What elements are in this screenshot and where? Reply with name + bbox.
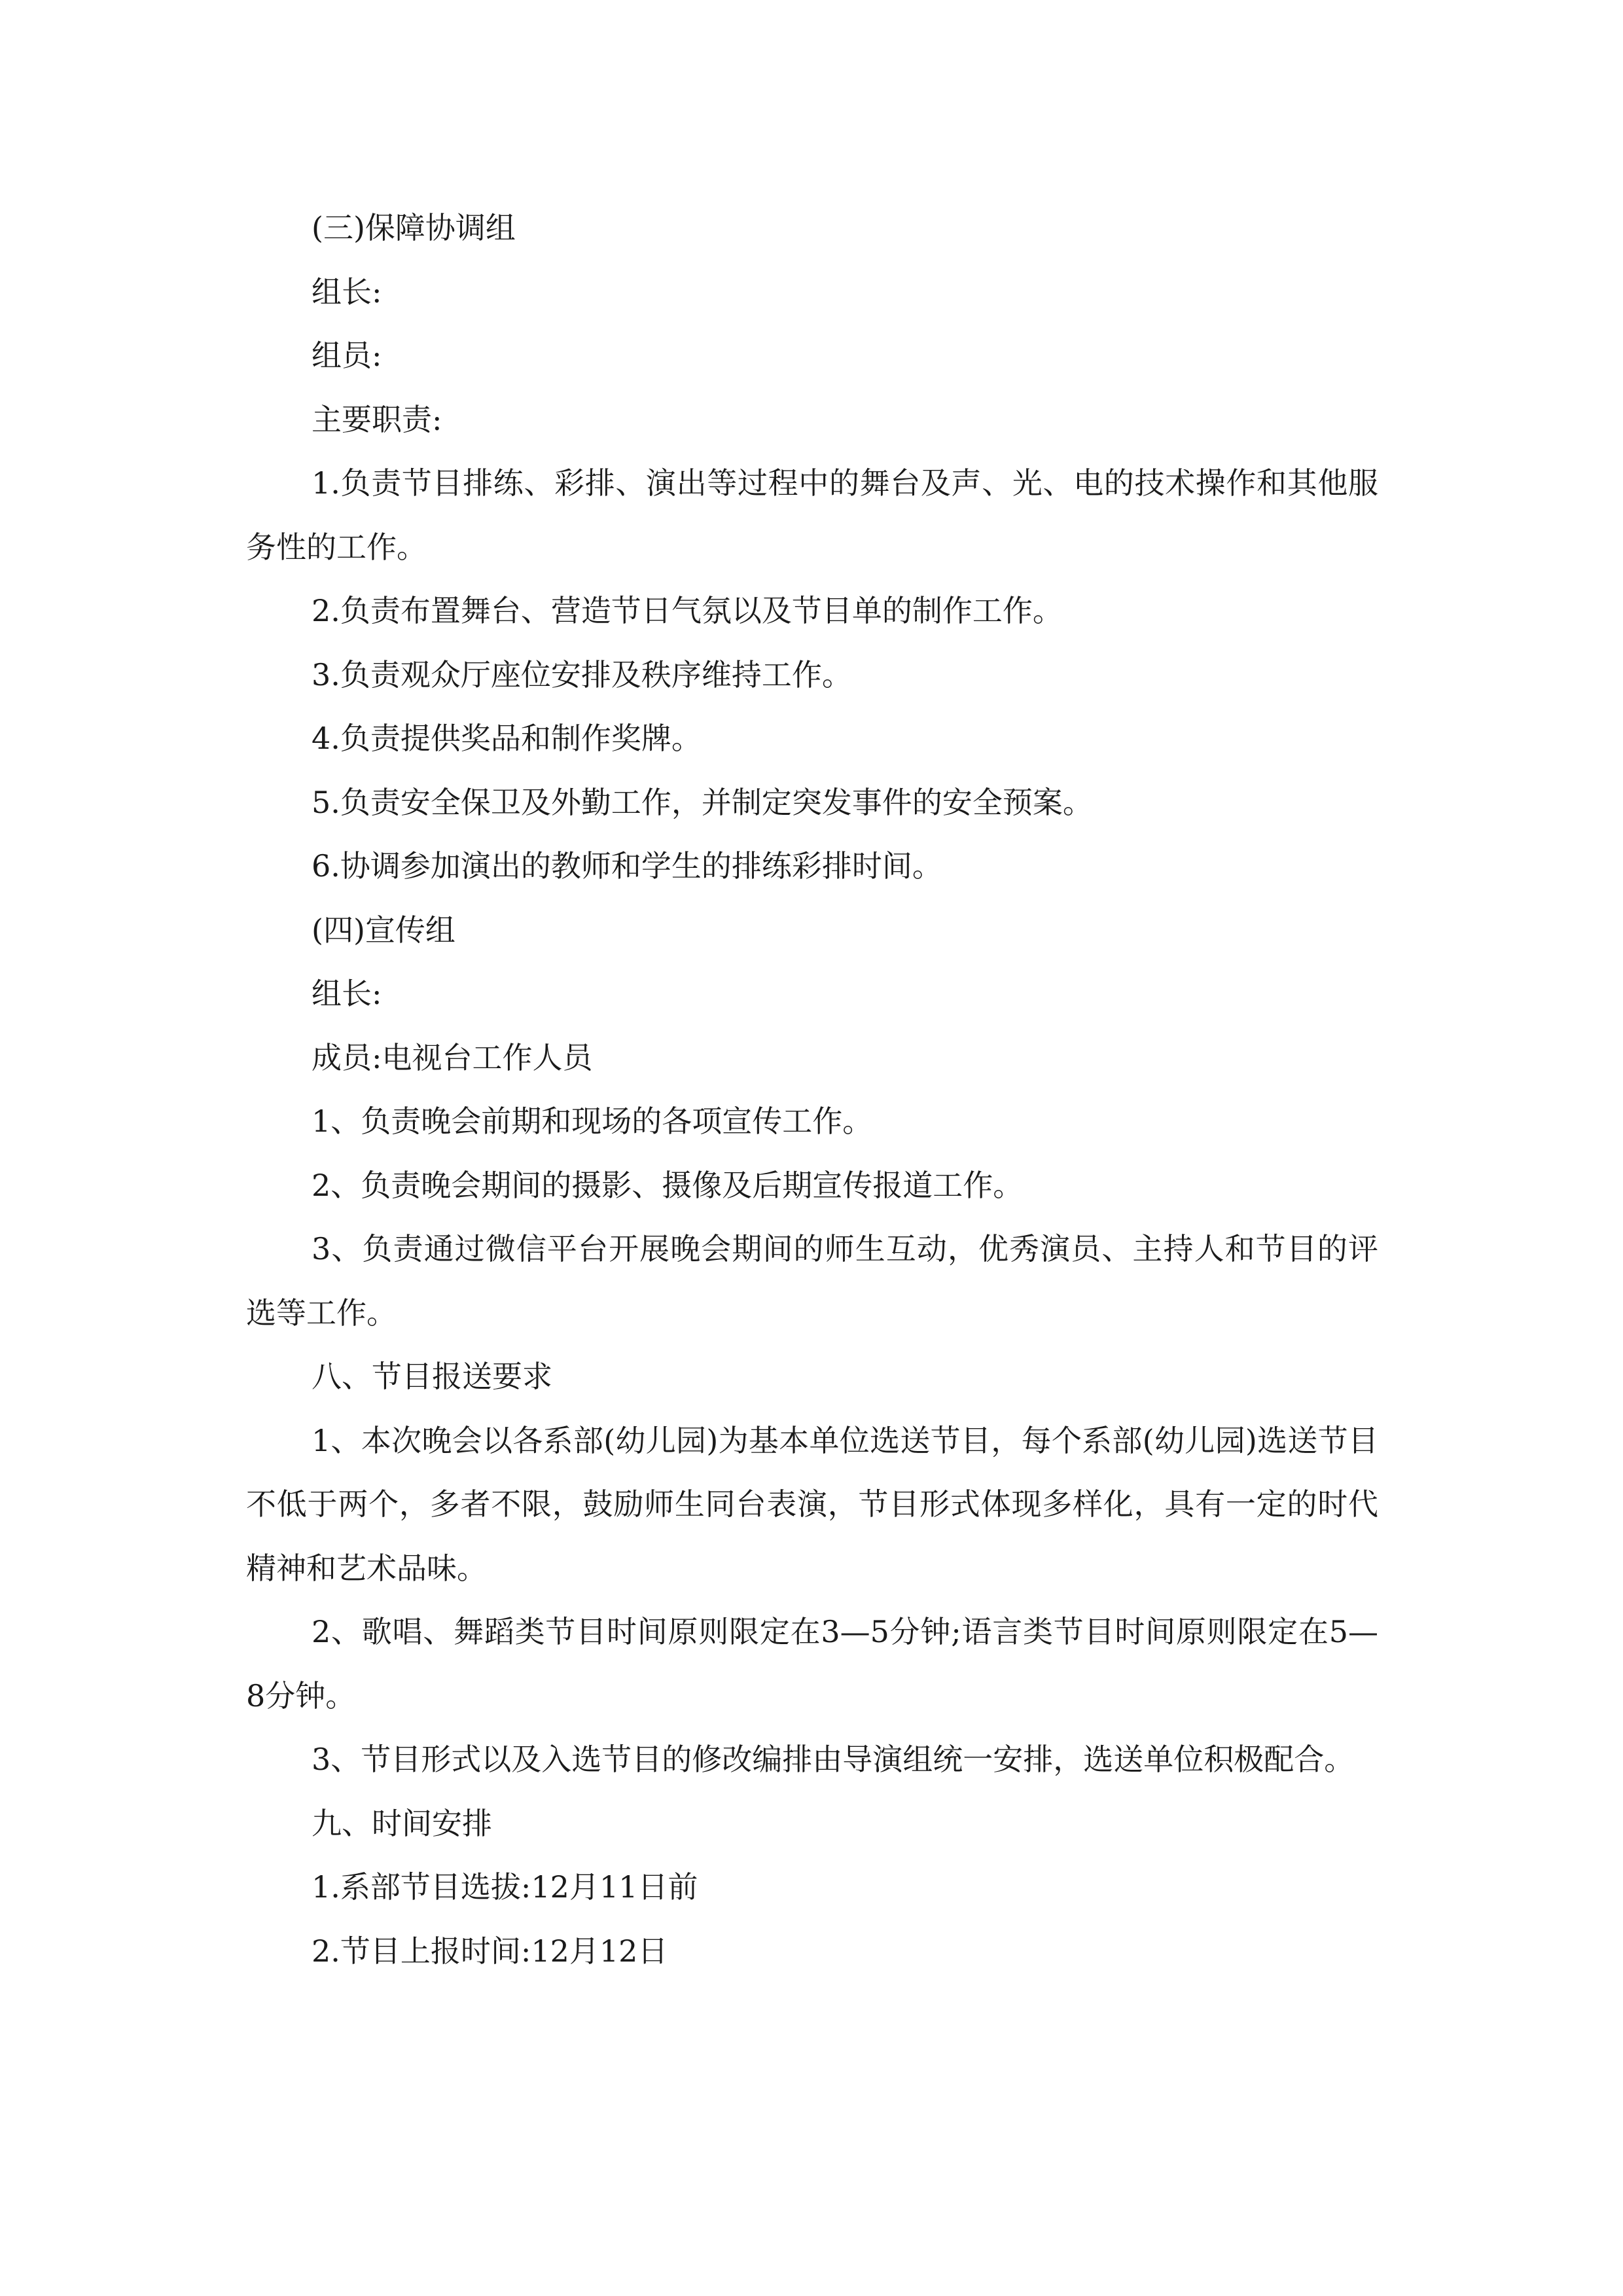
- submission-requirement-item: 1、本次晚会以各系部(幼儿园)为基本单位选送节目，每个系部(幼儿园)选送节目不低于两个，多者不限，鼓励师生同台表演，节目形式体现多样化，具有一定的时代精神和艺术品味。: [246, 1422, 1378, 1586]
- publicity-group-leader: 组长:: [312, 976, 382, 1011]
- submission-requirement-item: 3、节目形式以及入选节目的修改编排由导演组统一安排，选送单位积极配合。: [312, 1742, 1355, 1777]
- support-duty-item: 2.负责布置舞台、营造节日气氛以及节目单的制作工作。: [312, 593, 1063, 628]
- support-group-duties-label: 主要职责:: [312, 401, 442, 437]
- schedule-item: 1.系部节目选拔:12月11日前: [312, 1869, 698, 1905]
- submission-requirement-item: 2、歌唱、舞蹈类节目时间原则限定在3—5分钟;语言类节目时间原则限定在5—8分钟。: [246, 1614, 1378, 1713]
- schedule-item: 2.节目上报时间:12月12日: [312, 1933, 668, 1969]
- publicity-duty-item: 3、负责通过微信平台开展晚会期间的师生互动，优秀演员、主持人和节目的评选等工作。: [246, 1231, 1378, 1331]
- publicity-duty-item: 1、负责晚会前期和现场的各项宣传工作。: [312, 1103, 873, 1139]
- section-heading-submission-requirements: 八、节目报送要求: [312, 1359, 552, 1394]
- support-duty-item: 3.负责观众厅座位安排及秩序维持工作。: [312, 656, 852, 692]
- support-group-members: 组员:: [312, 338, 382, 373]
- support-duty-item: 6.协调参加演出的教师和学生的排练彩排时间。: [312, 848, 942, 884]
- document-body: [246, 196, 1378, 1983]
- section-heading-schedule: 九、时间安排: [312, 1805, 492, 1841]
- section-heading-support-group: (三)保障协调组: [312, 210, 516, 245]
- section-heading-publicity-group: (四)宣传组: [312, 912, 455, 948]
- support-group-leader: 组长:: [312, 274, 382, 310]
- support-duty-item: 1.负责节目排练、彩排、演出等过程中的舞台及声、光、电的技术操作和其他服务性的工作。: [246, 465, 1378, 565]
- publicity-duty-item: 2、负责晚会期间的摄影、摄像及后期宣传报道工作。: [312, 1167, 1024, 1203]
- support-duty-item: 5.负责安全保卫及外勤工作，并制定突发事件的安全预案。: [312, 784, 1093, 820]
- publicity-group-members: 成员:电视台工作人员: [312, 1039, 593, 1075]
- support-duty-item: 4.负责提供奖品和制作奖牌。: [312, 721, 702, 756]
